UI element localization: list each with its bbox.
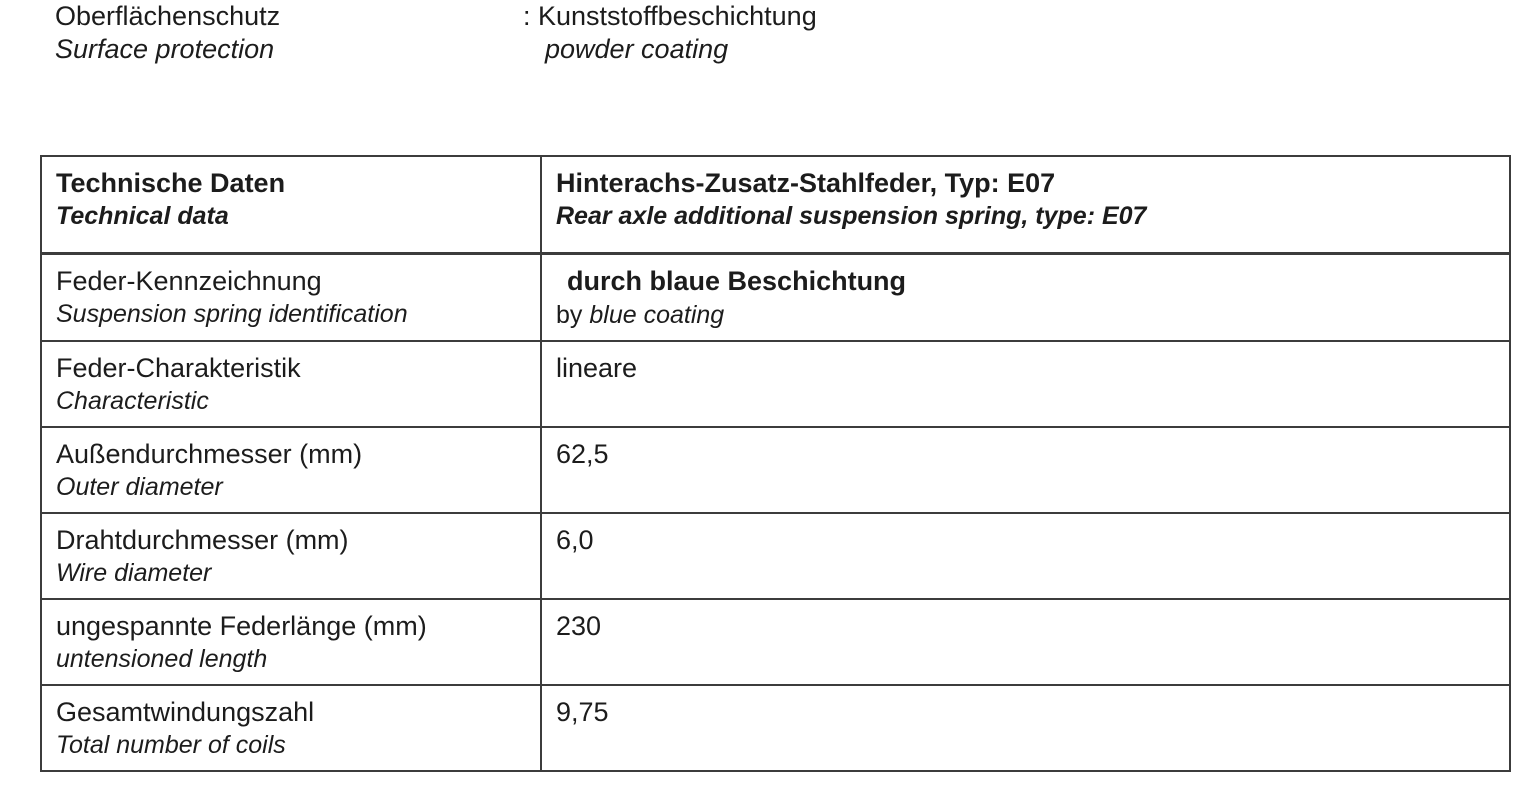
row-value-sub (556, 298, 1497, 332)
row-label-de: Drahtdurchmesser (mm) (56, 525, 349, 555)
row-label-cell (41, 513, 541, 599)
row-value-cell (541, 685, 1510, 771)
row-value-main: durch blaue Beschichtung (567, 266, 907, 296)
row-label-en: Wire diameter (56, 559, 212, 587)
row-label-en: Total number of coils (56, 731, 286, 759)
row-label-cell (41, 254, 541, 342)
row-label-cell (41, 599, 541, 685)
row-value-main: 62,5 (556, 439, 609, 469)
surface-protection-value-en: powder coating (545, 34, 729, 64)
row-label-cell (41, 685, 541, 771)
separator-colon: : (523, 1, 539, 31)
header-label-en: Technical data (56, 202, 229, 230)
table-row-total-coils (41, 685, 1510, 771)
table-header-row (41, 156, 1510, 254)
surface-protection-block (55, 0, 817, 66)
row-label-en: Outer diameter (56, 473, 223, 501)
technical-data-table (40, 155, 1511, 772)
row-label-de: Feder-Kennzeichnung (56, 266, 322, 296)
row-value-main: 6,0 (556, 525, 594, 555)
table-row-spring-identification (41, 254, 1510, 342)
table-row-characteristic (41, 341, 1510, 427)
row-value-cell (541, 599, 1510, 685)
surface-protection-label-de: Oberflächenschutz (55, 1, 281, 31)
surface-protection-label-en: Surface protection (55, 34, 275, 64)
row-label-en: Suspension spring identification (56, 300, 408, 328)
table-row-outer-diameter (41, 427, 1510, 513)
row-label-de: Feder-Charakteristik (56, 353, 301, 383)
header-value-en: Rear axle additional suspension spring, type: E07 (556, 202, 1147, 230)
row-label-de: ungespannte Federlänge (mm) (56, 611, 427, 641)
row-label-cell (41, 427, 541, 513)
row-value-cell (541, 427, 1510, 513)
header-value-cell (541, 156, 1510, 254)
row-value-main: 9,75 (556, 697, 609, 727)
row-label-en: Characteristic (56, 387, 209, 415)
surface-protection-value-de: Kunststoffbeschichtung (538, 1, 817, 31)
row-value-cell (541, 254, 1510, 342)
row-value-main: 230 (556, 611, 602, 641)
row-label-cell (41, 341, 541, 427)
row-value-main: lineare (556, 353, 638, 383)
surface-protection-line-en (55, 33, 817, 66)
row-value-sub-italic: blue coating (589, 301, 725, 329)
surface-protection-line-de (55, 0, 817, 33)
row-label-de: Gesamtwindungszahl (56, 697, 315, 727)
header-value-de: Hinterachs-Zusatz-Stahlfeder, Typ: E07 (556, 168, 1056, 198)
row-label-en: untensioned length (56, 645, 268, 673)
header-label-de: Technische Daten (56, 168, 286, 198)
row-value-sub-prefix: by (556, 301, 590, 329)
header-label-cell (41, 156, 541, 254)
table-row-wire-diameter (41, 513, 1510, 599)
row-label-de: Außendurchmesser (mm) (56, 439, 363, 469)
row-value-cell (541, 341, 1510, 427)
table-row-untensioned-length (41, 599, 1510, 685)
row-value-cell (541, 513, 1510, 599)
